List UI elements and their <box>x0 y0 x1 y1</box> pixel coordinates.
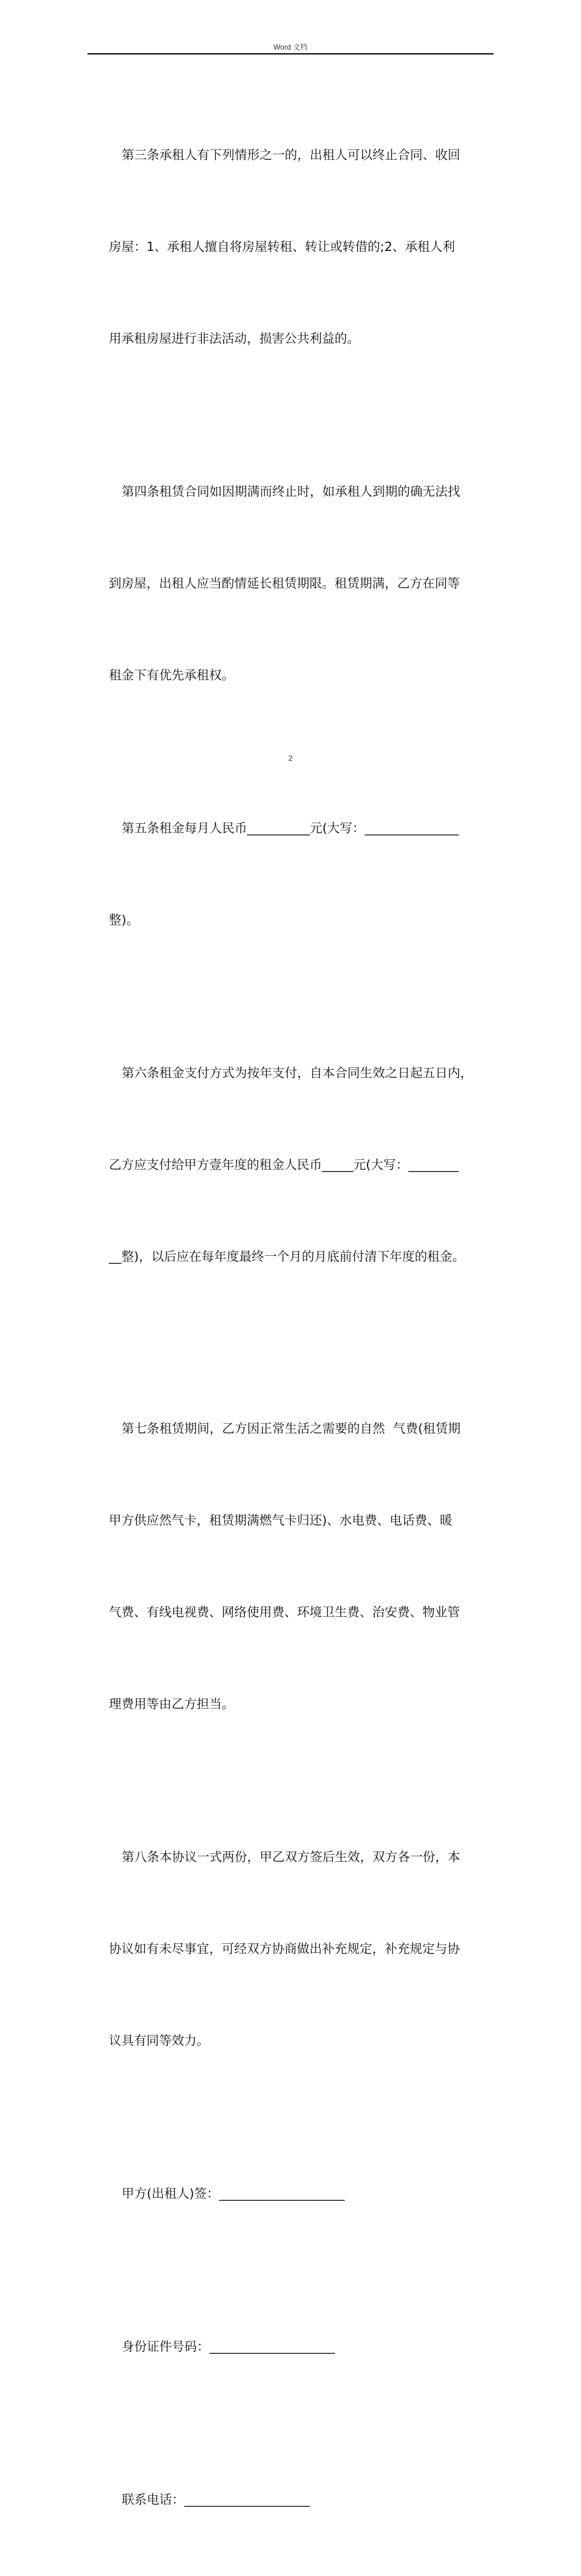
document-body <box>109 78 500 2576</box>
text-line: 甲方(出租人)签：____________________ <box>122 2186 345 2201</box>
text-line: 房屋：1、承租人擅自将房屋转租、转让或转借的;2、承租人利 <box>109 239 455 254</box>
text-line: 到房屋，出租人应当酌情延长租赁期限。租赁期满，乙方在同等 <box>109 576 460 591</box>
text-line: 第八条本协议一式两份，甲乙双方签后生效，双方各一份，本 <box>122 1850 461 1864</box>
text-line: 第五条租金每月人民币__________元(大写：_______________ <box>122 821 459 835</box>
article-5-paragraph <box>109 752 500 996</box>
text-line: 第六条租金支付方式为按年支付，自本合同生效之日起五日内， <box>122 1066 473 1080</box>
text-line: 甲方供应然气卡，租赁期满燃气卡归还)、水电费、电话费、暖 <box>109 1513 453 1528</box>
text-line: 身份证件号码：____________________ <box>122 2339 335 2354</box>
text-line: 整)。 <box>109 913 139 927</box>
text-line: 理费用等由乙方担当。 <box>109 1697 234 1711</box>
text-line: __整)，以后应在每年度最终一个月的月底前付清下年度的租金。 <box>109 1249 465 1264</box>
contact-phone-line <box>109 2423 500 2576</box>
article-8-paragraph <box>109 1780 500 2117</box>
paragraph-gap <box>109 1333 500 1352</box>
text-line: 用承租房屋进行非法活动，损害公共利益的。 <box>109 331 360 346</box>
text-line: 租金下有优先承租权。 <box>109 668 234 682</box>
text-line: 联系电话：____________________ <box>122 2492 310 2507</box>
document-header-title: Word 文档 <box>273 43 308 51</box>
text-line: 第七条租赁期间，乙方因正常生活之需要的自然 气费(租赁期 <box>122 1421 461 1436</box>
header-divider <box>87 53 494 54</box>
page-number: 2 <box>288 754 293 763</box>
text-line: 协议如有未尽事宜，可经双方协商做出补充规定，补充规定与协 <box>109 1941 460 1956</box>
text-line: 第四条租赁合同如因期满而终止时，如承租人到期的确无法找 <box>122 484 461 499</box>
text-line: 第三条承租人有下列情形之一的，出租人可以终止合同、收回 <box>122 147 461 162</box>
article-4-paragraph <box>109 415 500 752</box>
id-number-line <box>109 2270 500 2423</box>
article-6-paragraph <box>109 996 500 1333</box>
lessor-signature-line <box>109 2117 500 2270</box>
article-3-paragraph <box>109 78 500 415</box>
text-line: 乙方应支付给甲方壹年度的租金人民币_____元(大写：________ <box>109 1157 459 1172</box>
text-line: 气费、有线电视费、网络使用费、环境卫生费、治安费、物业管 <box>109 1605 460 1619</box>
article-7-paragraph <box>109 1352 500 1780</box>
text-line: 议具有同等效力。 <box>109 2033 209 2048</box>
